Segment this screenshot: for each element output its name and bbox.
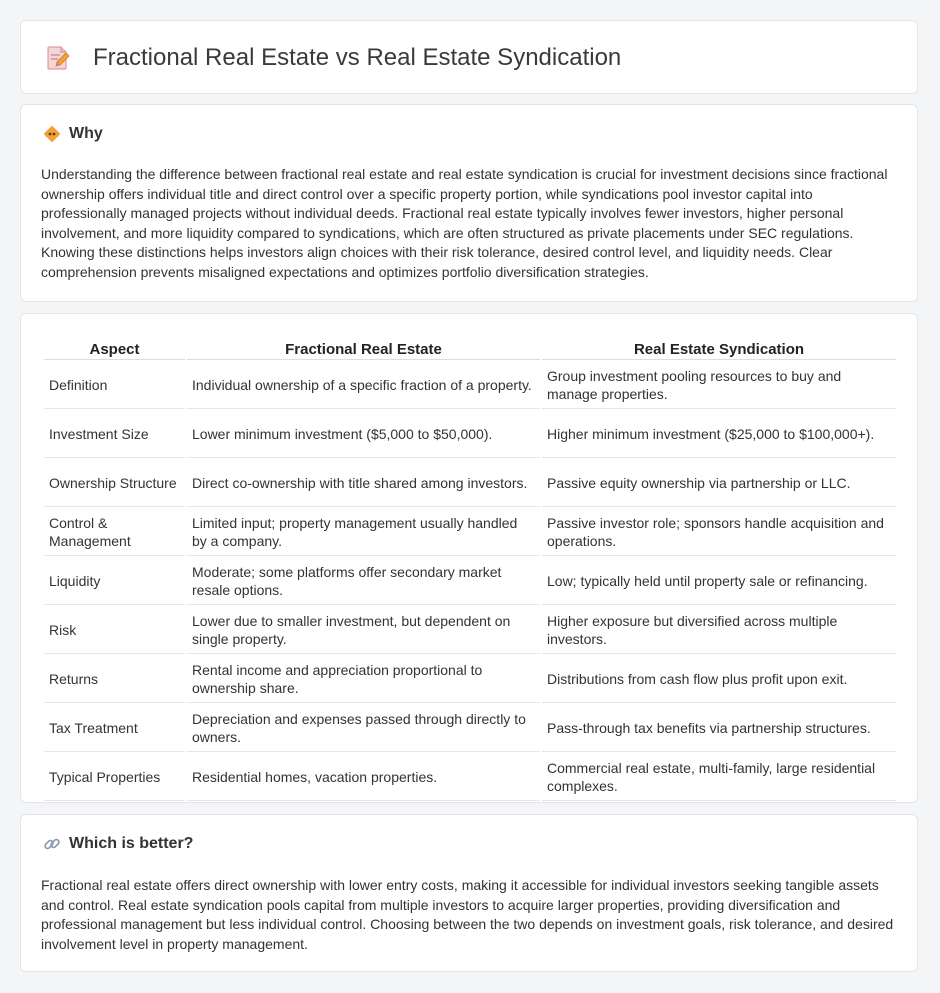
syndication-cell: Distributions from cash flow plus profit upon exit. (542, 656, 896, 703)
table-row (44, 558, 896, 605)
syndication-cell: Passive investor role; sponsors handle acquisition and operations. (542, 509, 896, 556)
table-header-row (44, 337, 896, 360)
table-row (44, 362, 896, 409)
syndication-cell: Pass-through tax benefits via partnership structures. (542, 705, 896, 752)
fractional-cell: Limited input; property management usually handled by a company. (187, 509, 540, 556)
fractional-cell: Residential homes, vacation properties. (187, 754, 540, 801)
syndication-cell: Commercial real estate, multi-family, large residential complexes. (542, 754, 896, 801)
table-row (44, 754, 896, 801)
diamond-sign-icon (43, 125, 61, 143)
page-title: Fractional Real Estate vs Real Estate Syndication (93, 44, 622, 71)
fractional-cell: Moderate; some platforms offer secondary market resale options. (187, 558, 540, 605)
better-text: Fractional real estate offers direct ownership with lower entry costs, making it accessible for individual investors seeking tangible assets and control. Real estate syndication pools capital from multiple investors to acquire larger properties, providing diversification and professional management but less individual control. Choosing between the two depends on investment goals, risk tolerance, and desired involvement level in property management. (41, 877, 894, 952)
fractional-cell: Rental income and appreciation proportional to ownership share. (187, 656, 540, 703)
syndication-cell: Higher exposure but diversified across multiple investors. (542, 607, 896, 654)
syndication-cell: Low; typically held until property sale or refinancing. (542, 558, 896, 605)
aspect-cell: Typical Properties (44, 754, 185, 801)
aspect-cell: Risk (44, 607, 185, 654)
aspect-cell: Definition (44, 362, 185, 409)
fractional-cell: Lower due to smaller investment, but dependent on single property. (187, 607, 540, 654)
table-row (44, 460, 896, 507)
table-row (44, 411, 896, 458)
header-syndication: Real Estate Syndication (542, 337, 896, 360)
syndication-cell: Higher minimum investment ($25,000 to $100,000+). (542, 411, 896, 458)
aspect-cell: Tax Treatment (44, 705, 185, 752)
link-icon (43, 835, 61, 853)
better-heading-row (43, 835, 193, 853)
why-heading-row (43, 125, 103, 143)
why-heading: Why (69, 125, 103, 142)
why-text: Understanding the difference between fractional real estate and real estate syndication is crucial for investment decisions since fractional ownership offers individual title and direct control over a specific property portion, while syndications pool investor capital into professionally managed projects without individual deeds. Fractional real estate typically involves fewer investors, higher personal involvement, and more liquidity compared to syndications, which are often structured as private placements under SEC regulations. Knowing these distinctions helps investors align choices with their risk tolerance, desired control level, and liquidity needs. Clear comprehension prevents misaligned expectations and optimizes portfolio diversification strategies. (41, 166, 888, 280)
table-row (44, 607, 896, 654)
comparison-section (20, 313, 918, 803)
which-is-better-section (20, 814, 918, 972)
aspect-cell: Ownership Structure (44, 460, 185, 507)
header-aspect: Aspect (44, 337, 185, 360)
why-section (20, 104, 918, 302)
fractional-cell: Depreciation and expenses passed through directly to owners. (187, 705, 540, 752)
better-heading: Which is better? (69, 835, 194, 852)
aspect-cell: Returns (44, 656, 185, 703)
syndication-cell: Passive equity ownership via partnership or LLC. (542, 460, 896, 507)
header-fractional: Fractional Real Estate (187, 337, 540, 360)
table-row (44, 705, 896, 752)
document-edit-icon (45, 45, 71, 71)
fractional-cell: Individual ownership of a specific fraction of a property. (187, 362, 540, 409)
fractional-cell: Direct co-ownership with title shared among investors. (187, 460, 540, 507)
comparison-table (42, 335, 898, 803)
aspect-cell: Control & Management (44, 509, 185, 556)
fractional-cell: Lower minimum investment ($5,000 to $50,000). (187, 411, 540, 458)
aspect-cell: Investment Size (44, 411, 185, 458)
syndication-cell: Group investment pooling resources to buy and manage properties. (542, 362, 896, 409)
aspect-cell: Liquidity (44, 558, 185, 605)
table-row (44, 656, 896, 703)
header-card (20, 20, 918, 94)
table-row (44, 509, 896, 556)
